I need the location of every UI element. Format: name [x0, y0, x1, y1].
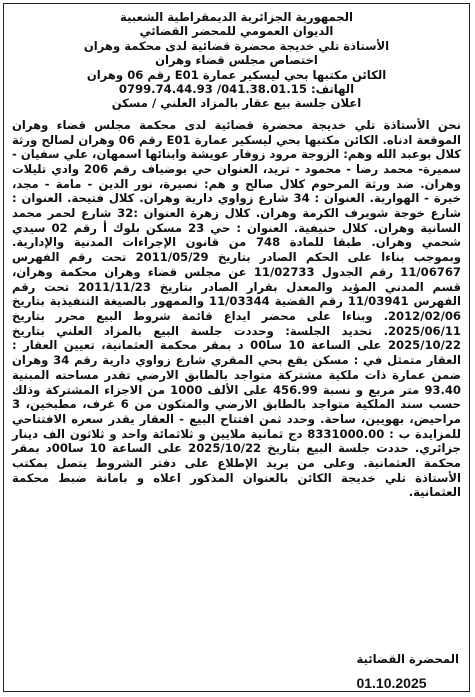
- phone-line: الهاتف: 041.38.01.15/ 0799.74.44.93: [118, 82, 355, 97]
- jurisdiction-line: اختصاص مجلس قضاء وهران: [155, 53, 318, 68]
- bailiff-name-line: الأستاذة تلي خديجة محضرة قضائية لدى محكمة وهران: [83, 38, 390, 53]
- address-line: الكائن مكتبها بحي ليسكير عمارة E01 رقم 06 وهران: [86, 67, 387, 82]
- office-heading: الديوان العمومي للمحضر القضائي: [139, 24, 334, 39]
- signature-title: المحضرة القضائية: [356, 652, 459, 666]
- republic-heading: الجمهورية الجزائرية الديمقراطية الشعبية: [120, 10, 353, 24]
- notice-body: نحن الأستاذة تلي خديجة محضرة قضائية لدى محكمة مجلس قضاء وهران الموقعة ادناه. الكائن مكتبها بحي ليسكير عمارة E01 رقم 06 وهران لصالح ورثة كلال بوعبد الله وهم: الزوجة مرود زوفار عويشة وابنائها اسمهان، علي سفيان - سميرة- محمد رضا - محمود - تريد، العنوان حي بوضياف رقم 206 وادي تليلات وهران. ضد ورثة المرحوم كلال صالح و هم: نصيرة، نور الدين - مامة - مجد، خيرة - الهوارية. العنوان : 34 شارع زواوي دارية وهران. كلال فتيحة. العنوان : شارع خوجة شويرف الكرمة وهران. كلال زهرة العنوان :32 شارع لحمر محمد السانية وهران. كلال حنيفية. العنوان : حي 23 مسكن بلوك أ رقم 02 سيدي شحمي وهران. طبقا للمادة 748 من قانون الإجراءات المدنية والإدارية. وبموجب بناءا على الحكم الصادر بتاريخ 2011/05/29 تحت رقم الفهرس 11/06767 رقم الجدول 11/02733 عن مجلس قضاء وهران محكمة وهران، قسم المدني المؤيد والمعدل بقرار الصادر بتاريخ 2011/11/23 تحت رقم الفهرس 11/03941 رقم القضية 11/03344 والممهور بالصيغة التنفيذية بتاريخ 2012/02/06. وبناءا على محضر ايداع قائمة شروط البيع محرر بتاريخ 2025/06/11. تحديد الجلسة: وحددت جلسة البيع بالمزاد العلني بتاريخ 2025/10/22 على الساعة 10 سا00 د بمقر محكمة العثمانية، تعيين العقار : العقار متمثل في : مسكن يقع بحي المقري شارع زواوي دارية رقم 34 وهران ضمن عمارة ذات ملكية مشتركة متواجد بالطابق الارضي تقدر مساحته المبنية 93.40 متر مربع و نسبة 456.99 على الألف 1000 من الاجزاء المشتركة وذلك حسب سند الملكية متواجد بالطابق الارضي والمتكون من 6 غرف، مطبخين، 3 مراحيض، بهويين، ساحة. وحدد ثمن افتتاح البيع - العقار يقدر سعره الافتتاحي للمزايدة ب : 8331000.00 دج ثمانية ملايين و ثلاثمائة واحد و ثلاثون الف دينار جزائري. حددت جلسة البيع بتاريخ 2025/10/22 على الساعة 10 سا00د بمقر محكمة العثمانية. وعلى من يريد الإطلاع على دفتر الشروط يتصل بمكتب الأستاذة تلي خديجة الكائن بالعنوان المذكور اعلاه و بامانة ضبط محكمة العثمانية.: [12, 117, 462, 500]
- legal-notice: [3, 3, 470, 692]
- notice-title: اعلان جلسة بيع عقار بالمزاد العلني / مسكن: [111, 96, 362, 111]
- footer: [356, 652, 459, 691]
- notice-date: 01.10.2025: [356, 675, 427, 691]
